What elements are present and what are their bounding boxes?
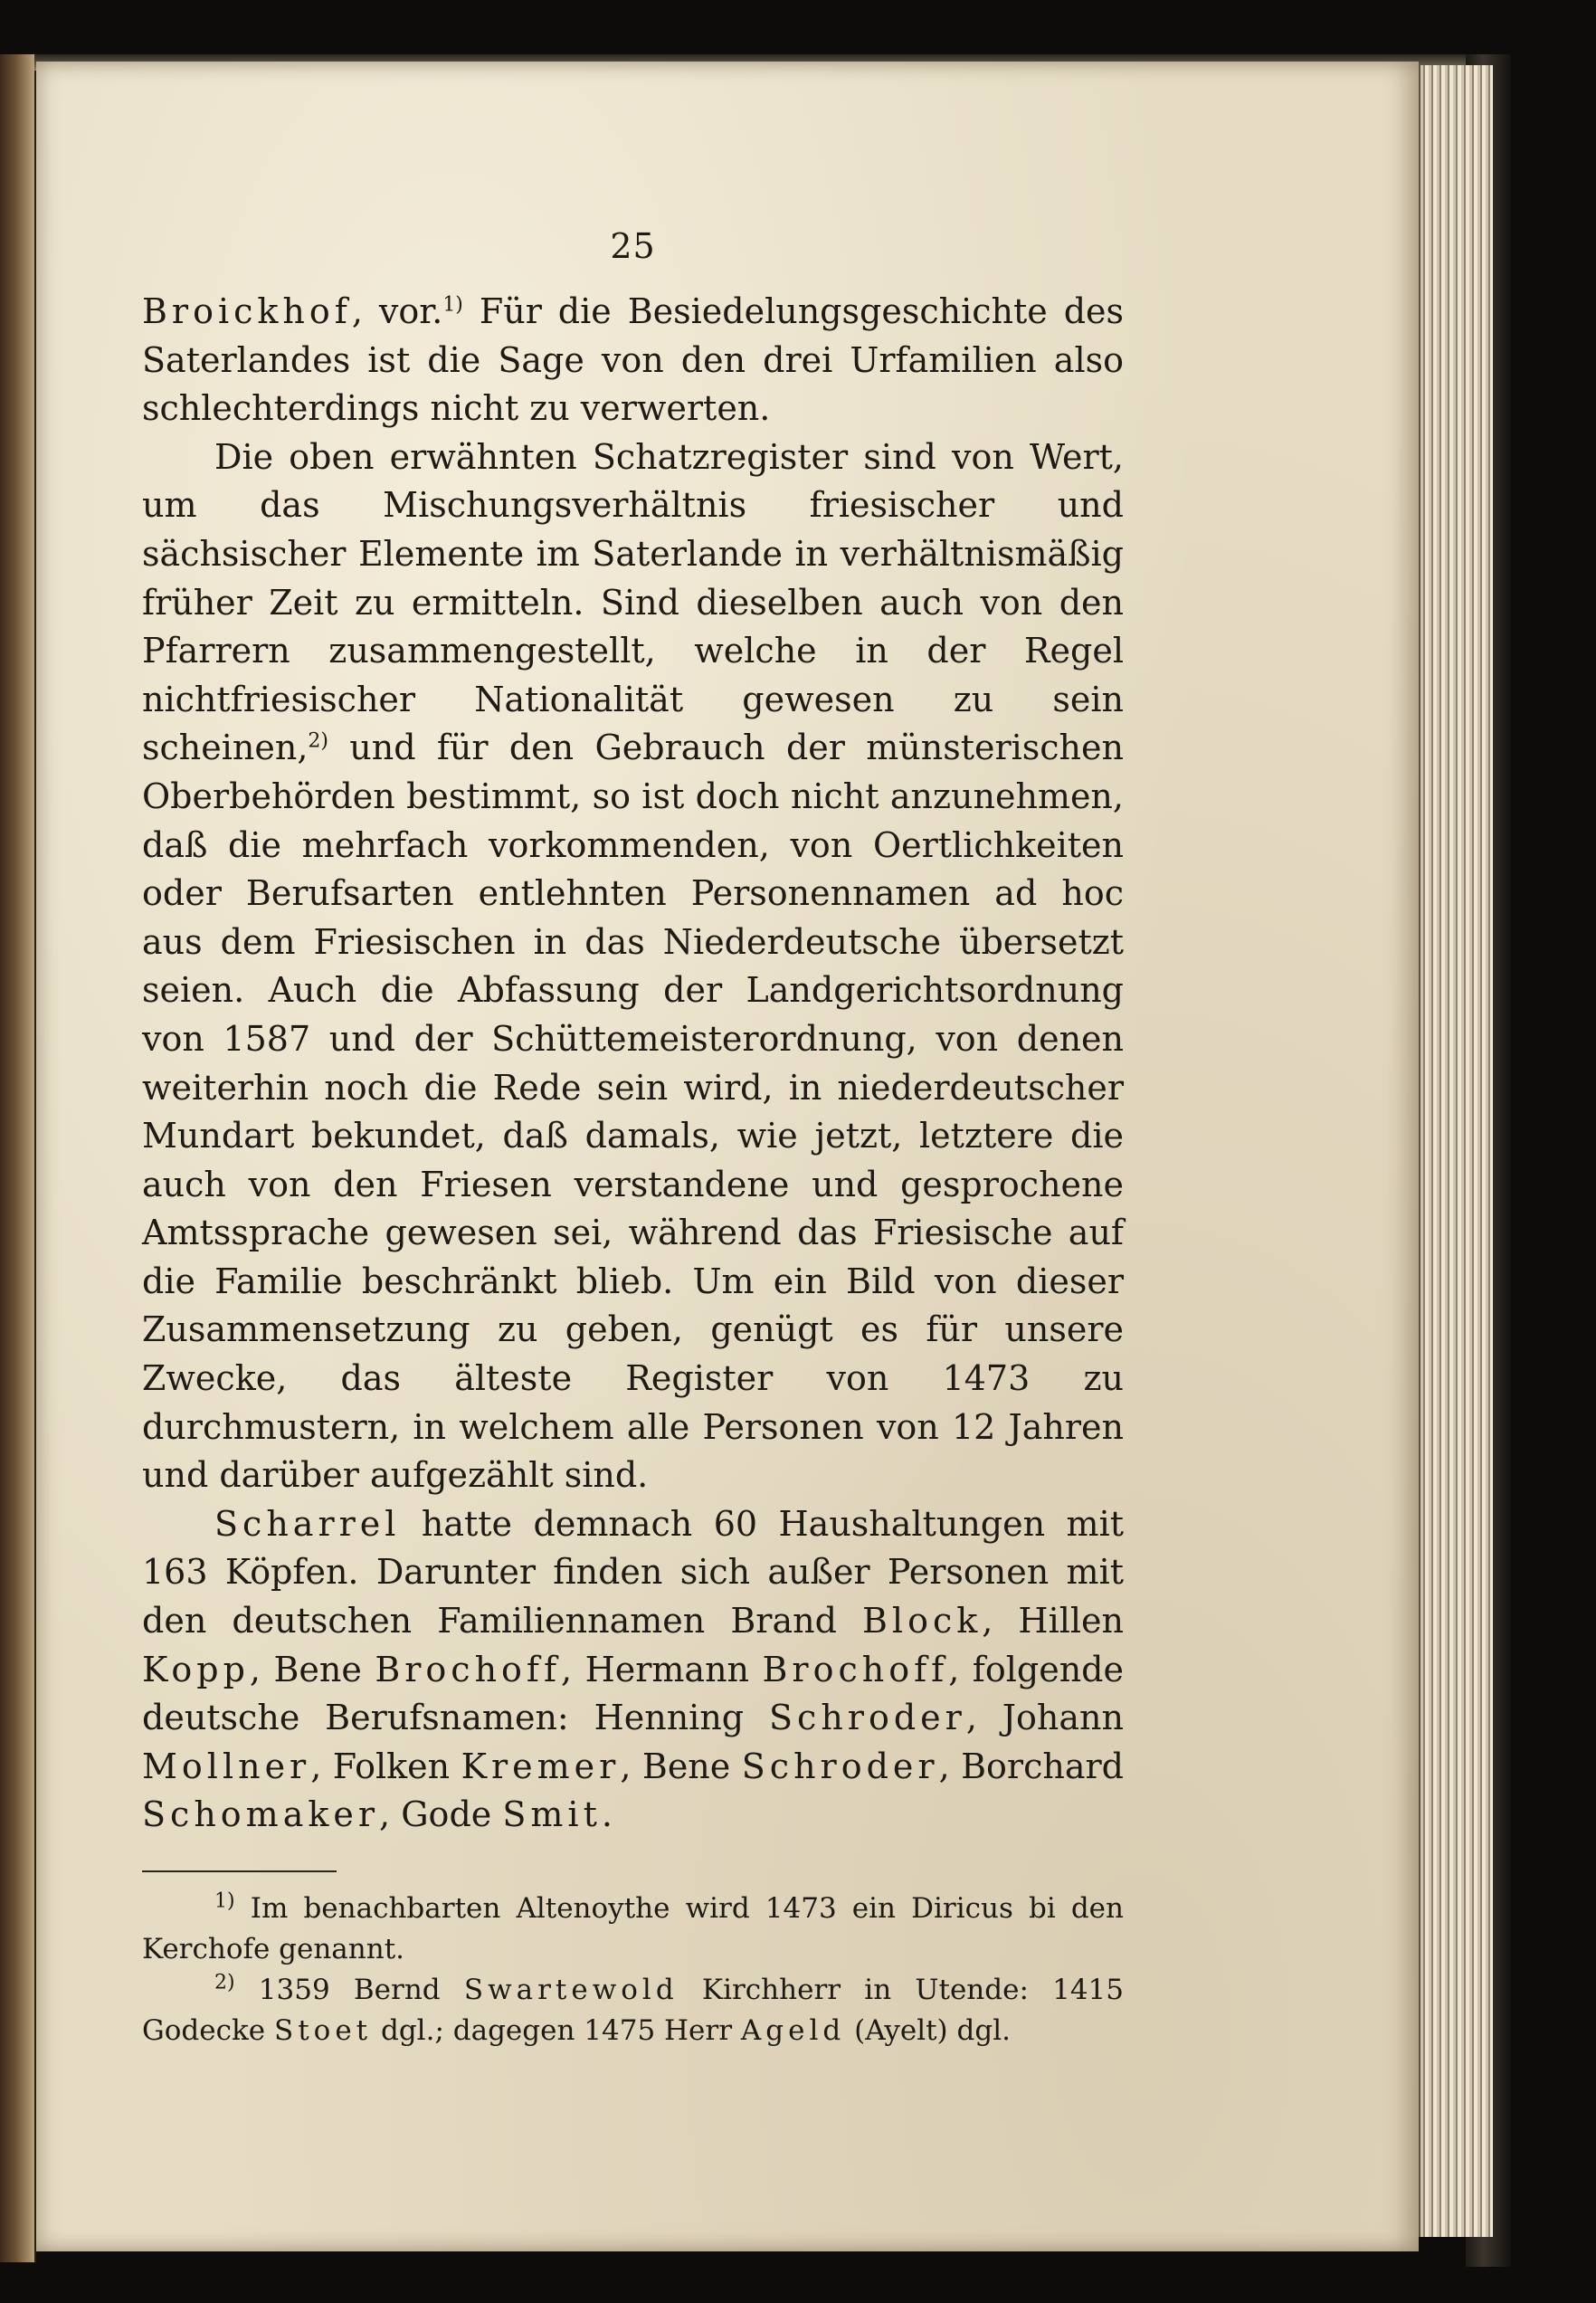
text-run: . xyxy=(601,1794,613,1835)
footnote-marker: 2) xyxy=(214,1971,235,1994)
spaced-name: Broickhof xyxy=(142,291,352,331)
text-run: Die oben erwähnten Schatzregister sind von Wert, um das Mischungsverhältnis friesischer und sächsischer Elemente im Saterlande in verhältnismäßig früher Zeit zu ermitteln. Sind dieselben auch von den Pfarrern zusammengestellt, welche in der Regel nichtfriesischer Nationalität gewesen zu sein scheinen, xyxy=(142,436,1124,768)
spaced-name: Brochoff xyxy=(762,1649,949,1689)
spaced-name: Ageld xyxy=(740,2014,846,2047)
paragraph xyxy=(142,1500,1124,1840)
text-run: hatte demnach 60 Haushaltungen mit 163 Köpfen. Darunter finden sich außer Personen mit den deutschen Familiennamen Brand xyxy=(142,1503,1124,1642)
spaced-name: Kremer xyxy=(461,1746,621,1786)
page-number: 25 xyxy=(610,226,656,266)
text-run: Kirchherr in Utende: 1415 Godecke xyxy=(142,1974,1124,2047)
text-run: , Hermann xyxy=(561,1649,763,1689)
spaced-name: Brochoff xyxy=(375,1649,562,1689)
footnote-marker: 1) xyxy=(442,293,463,317)
spaced-name: Scharrel xyxy=(214,1503,401,1544)
text-run: , Folken xyxy=(310,1746,461,1786)
text-run: (Ayelt) dgl. xyxy=(845,2014,1011,2047)
body-text xyxy=(142,288,1124,1840)
text-run: , Bene xyxy=(249,1649,375,1689)
text-run: , Bene xyxy=(620,1746,742,1786)
footnote-marker: 1) xyxy=(214,1889,235,1913)
text-run: , Borchard xyxy=(938,1746,1124,1786)
paragraph xyxy=(142,288,1124,433)
spaced-name: Stoet xyxy=(273,2014,373,2047)
text-run: 1359 Bernd xyxy=(234,1974,464,2006)
spaced-name: Schroder xyxy=(741,1746,939,1786)
text-run: , Johann xyxy=(965,1698,1124,1738)
text-run: , Gode xyxy=(379,1794,503,1835)
text-run: und für den Gebrauch der münsterischen Oberbehörden bestimmt, so ist doch nicht anzunehmen, daß die mehrfach vorkommenden, von Oertlichkeiten oder Berufsarten entlehnten Personennamen ad hoc aus dem Friesischen in das Niederdeutsche übersetzt seien. Auch die Abfassung der Landgerichtsordnung von 1587 und der Schüttemeisterordnung, von denen weiterhin noch die Rede sein wird, in niederdeutscher Mundart bekundet, daß damals, wie jetzt, letztere die auch von den Friesen verstandene und gesprochene Amtssprache gewesen sei, während das Friesische auf die Familie beschränkt blieb. Um ein Bild von dieser Zusammensetzung zu geben, genügt es für unsere Zwecke, das älteste Register von 1473 zu durchmustern, in welchem alle Personen von 12 Jahren und darüber aufgezählt sind. xyxy=(142,728,1124,1496)
spaced-name: Smit xyxy=(502,1794,602,1835)
page-content xyxy=(142,226,1124,2051)
spaced-name: Schomaker xyxy=(142,1794,380,1835)
spaced-name: Mollner xyxy=(142,1746,311,1786)
spaced-name: Swartewold xyxy=(463,1974,679,2006)
text-run: , folgende deutsche Berufsnamen: Henning xyxy=(142,1649,1124,1738)
spaced-name: Block xyxy=(862,1601,983,1642)
footnote-rule xyxy=(142,1870,337,1872)
footnotes xyxy=(142,1889,1124,2051)
text-run: Im benachbarten Altenoythe wird 1473 ein Diricus bi den Kerchofe genannt. xyxy=(142,1892,1124,1965)
text-run: , vor. xyxy=(351,291,443,331)
footnote xyxy=(142,1970,1124,2051)
text-run: dgl.; dagegen 1475 Herr xyxy=(372,2014,741,2047)
spaced-name: Kopp xyxy=(142,1649,250,1689)
page-stack-edge xyxy=(1419,65,1493,2237)
footnote-marker: 2) xyxy=(308,729,329,753)
text-run: Für die Besiedelungsgeschichte des Saterlandes ist die Sage von den drei Urfamilien also schlechterdings nicht zu verwerten. xyxy=(142,291,1125,429)
spaced-name: Schroder xyxy=(769,1698,966,1738)
text-run: , Hillen xyxy=(982,1601,1124,1642)
paragraph xyxy=(142,433,1124,1500)
footnote xyxy=(142,1889,1124,1970)
left-page-edge xyxy=(0,54,36,2262)
